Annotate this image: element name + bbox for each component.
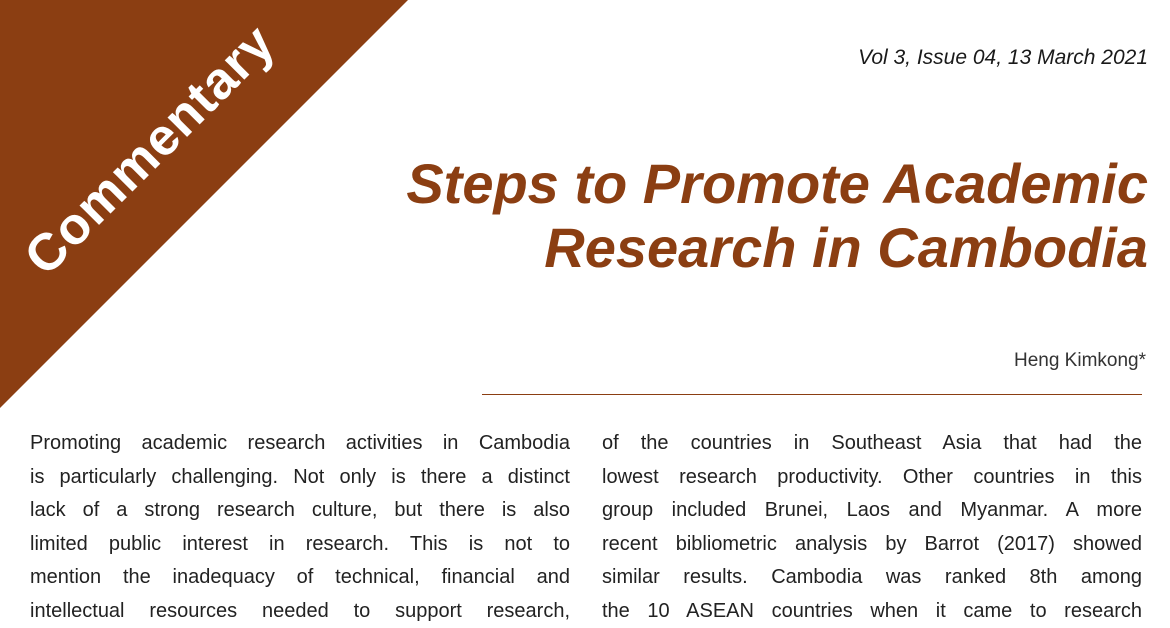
body-line: the 10 ASEAN countries when it came to research: [602, 599, 1142, 622]
body-column-left: [30, 427, 570, 628]
body-line: mention the inadequacy of technical, financial and: [30, 566, 570, 588]
body-line: of the countries in Southeast Asia that had the: [602, 432, 1142, 454]
body-line: is particularly challenging. Not only is there a distinct: [30, 465, 570, 488]
body-column-right: [602, 427, 1142, 628]
body-line: group included Brunei, Laos and Myanmar. A more: [602, 499, 1142, 521]
author-name: Heng Kimkong*: [1013, 350, 1146, 371]
article-title: [406, 152, 1148, 280]
body-line: lowest research productivity. Other countries in this: [602, 465, 1142, 488]
body-line: limited public interest in research. This is not to: [30, 532, 570, 555]
body-line: recent bibliometric analysis by Barrot (2017) showed: [602, 532, 1142, 555]
body-line: intellectual resources needed to support research,: [30, 599, 570, 622]
issue-info: Vol 3, Issue 04, 13 March 2021: [858, 46, 1148, 69]
title-divider: [482, 394, 1142, 395]
body-line: similar results. Cambodia was ranked 8th among: [602, 566, 1142, 588]
body-line: Promoting academic research activities in Cambodia: [30, 432, 570, 454]
title-line-1: Steps to Promote Academic: [406, 152, 1148, 215]
body-line: lack of a strong research culture, but there is also: [30, 499, 570, 521]
banner-label: Commentary: [13, 13, 287, 287]
title-line-2: Research in Cambodia: [544, 216, 1148, 279]
